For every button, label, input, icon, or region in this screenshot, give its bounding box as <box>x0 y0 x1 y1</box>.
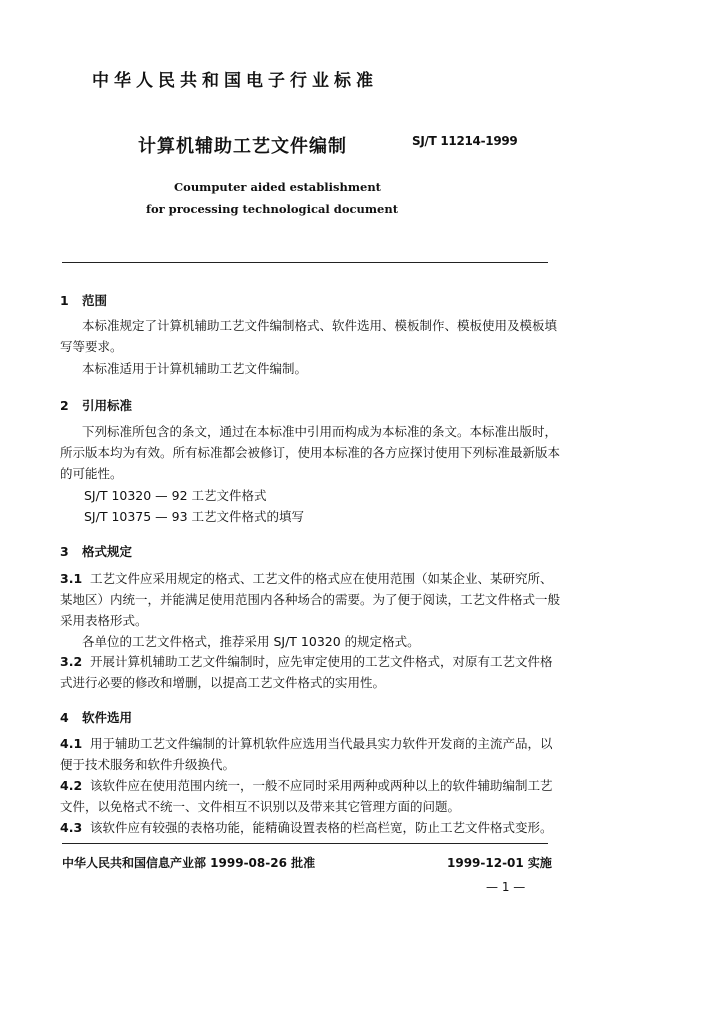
clause-4-3 <box>60 819 553 837</box>
clause-text: 开展计算机辅助工艺文件编制时，应先审定使用的工艺文件格式，对原有工艺文件格 <box>90 654 553 669</box>
paragraph: 各单位的工艺文件格式，推荐采用 SJ/T 10320 的规定格式。 <box>82 634 420 649</box>
standard-code: SJ/T 11214-1999 <box>412 134 518 148</box>
clause-3-1 <box>60 570 553 588</box>
english-title-line1: Coumputer aided establishment <box>174 180 381 194</box>
paragraph: 式进行必要的修改和增删，以提高工艺文件格式的实用性。 <box>60 675 386 690</box>
clause-4-1 <box>60 735 553 753</box>
reference-standard: SJ/T 10375 — 93 工艺文件格式的填写 <box>84 509 305 524</box>
english-title-line2: for processing technological document <box>146 202 399 216</box>
clause-text: 该软件应有较强的表格功能，能精确设置表格的栏高栏宽，防止工艺文件格式变形。 <box>90 820 553 835</box>
approval-statement: 中华人民共和国信息产业部 1999-08-26 批准 <box>62 856 316 870</box>
paragraph: 文件，以免格式不统一、文件相互不识别以及带来其它管理方面的问题。 <box>60 799 461 814</box>
implementation-date: 1999-12-01 实施 <box>447 856 552 870</box>
section-title: 范围 <box>82 293 108 308</box>
paragraph: 下列标准所包含的条文，通过在本标准中引用而构成为本标准的条文。本标准出版时， <box>82 424 558 439</box>
section-title: 软件选用 <box>82 710 133 725</box>
standard-category: 中华人民共和国电子行业标准 <box>92 71 378 91</box>
section-number: 3 <box>60 544 69 559</box>
document-title: 计算机辅助工艺文件编制 <box>138 136 347 157</box>
section-number: 1 <box>60 293 69 308</box>
paragraph: 本标准适用于计算机辅助工艺文件编制。 <box>82 361 308 376</box>
section-4-heading <box>60 708 132 726</box>
paragraph: 本标准规定了计算机辅助工艺文件编制格式、软件选用、模板制作、模板使用及模板填 <box>82 318 558 333</box>
clause-number: 4.3 <box>60 820 83 835</box>
page-number: — 1 — <box>486 880 526 894</box>
clause-text: 工艺文件应采用规定的格式、工艺文件的格式应在使用范围（如某企业、某研究所、 <box>90 571 553 586</box>
clause-4-2 <box>60 777 553 795</box>
section-title: 格式规定 <box>82 544 133 559</box>
paragraph: 所示版本均为有效。所有标准都会被修订，使用本标准的各方应探讨使用下列标准最新版本 <box>60 445 561 460</box>
clause-3-2 <box>60 653 553 671</box>
paragraph: 写等要求。 <box>60 339 123 354</box>
section-number: 4 <box>60 710 69 725</box>
section-3-heading <box>60 542 132 560</box>
clause-number: 4.2 <box>60 778 83 793</box>
section-number: 2 <box>60 398 69 413</box>
clause-number: 4.1 <box>60 736 83 751</box>
paragraph: 某地区）内统一，并能满足使用范围内各种场合的需要。为了便于阅读，工艺文件格式一般 <box>60 592 561 607</box>
paragraph: 便于技术服务和软件升级换代。 <box>60 757 236 772</box>
section-1-heading <box>60 291 107 309</box>
paragraph: 采用表格形式。 <box>60 613 148 628</box>
footer-divider <box>62 843 548 844</box>
clause-text: 用于辅助工艺文件编制的计算机软件应选用当代最具实力软件开发商的主流产品，以 <box>90 736 553 751</box>
section-title: 引用标准 <box>82 398 133 413</box>
reference-standard: SJ/T 10320 — 92 工艺文件格式 <box>84 488 267 503</box>
clause-number: 3.2 <box>60 654 83 669</box>
clause-text: 该软件应在使用范围内统一，一般不应同时采用两种或两种以上的软件辅助编制工艺 <box>90 778 553 793</box>
section-2-heading <box>60 396 132 414</box>
paragraph: 的可能性。 <box>60 466 123 481</box>
header-divider <box>62 262 548 263</box>
clause-number: 3.1 <box>60 571 83 586</box>
